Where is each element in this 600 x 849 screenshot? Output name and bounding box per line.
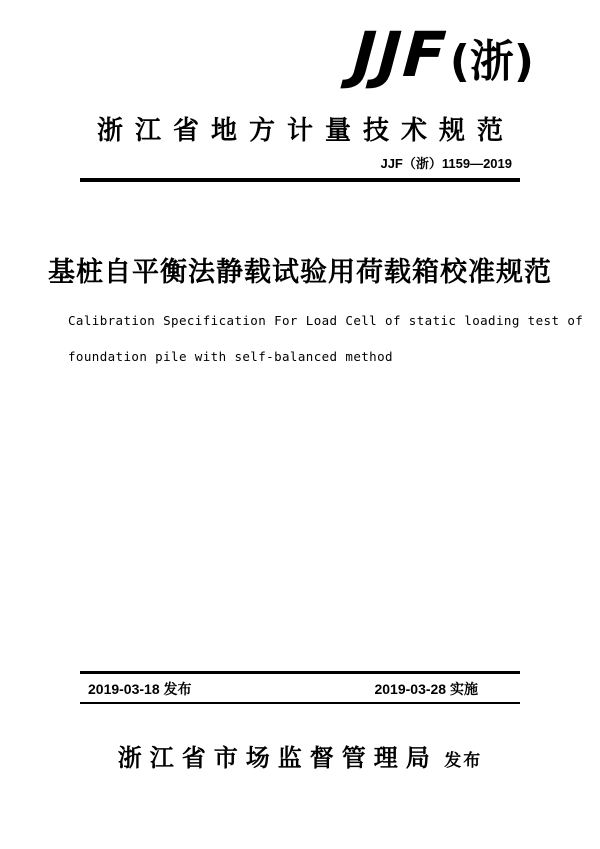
publisher-issued-label: 发布	[444, 751, 483, 770]
spec-category-title: 浙江省地方计量技术规范	[96, 115, 515, 145]
publisher-line	[0, 738, 600, 773]
jjf-logo-text: JJF	[350, 18, 451, 91]
spec-number: JJF（浙）1159—2019	[380, 156, 512, 171]
publisher-name: 浙江省市场监督管理局	[117, 745, 438, 772]
dates-row	[80, 679, 520, 699]
document-title-chinese: 基桩自平衡法静载试验用荷载箱校准规范	[48, 257, 552, 287]
document-title-english	[68, 303, 584, 375]
header-divider-rule	[80, 178, 520, 182]
english-title-line-2: foundation pile with self-balanced method	[68, 349, 393, 364]
footer-top-rule	[80, 671, 520, 674]
issue-date: 2019-03-18 发布	[88, 681, 192, 697]
footer-bottom-rule	[80, 702, 520, 704]
english-title-line-1: Calibration Specification For Load Cell of static loading test of	[68, 313, 584, 328]
jjf-logo-region-suffix: (浙)	[449, 36, 534, 87]
jjf-logo-block	[350, 18, 534, 91]
implementation-date: 2019-03-28 实施	[374, 681, 478, 697]
